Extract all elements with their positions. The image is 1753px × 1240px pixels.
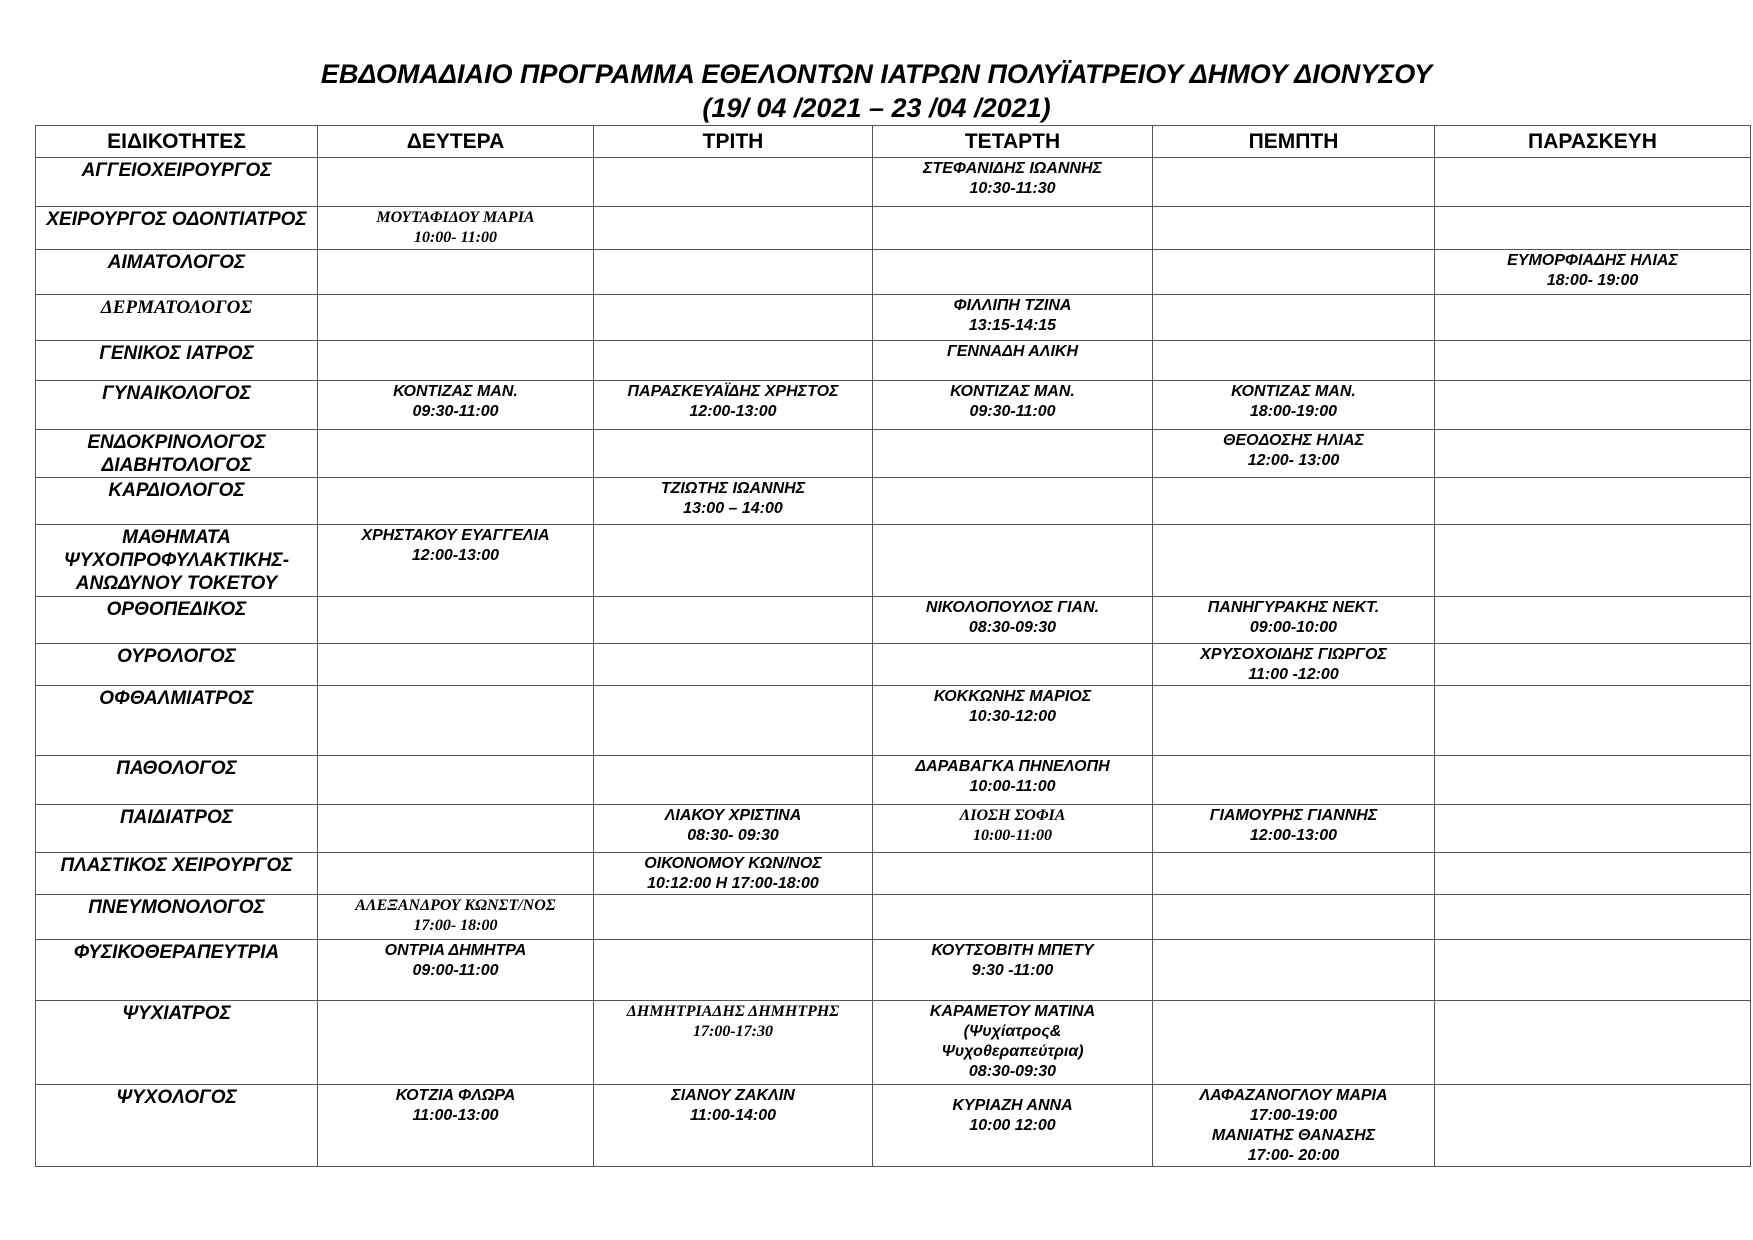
- schedule-cell: [1435, 1085, 1751, 1167]
- entry-detail: 17:00-17:30: [693, 1023, 773, 1040]
- doctor-name: ΝΙΚΟΛΟΠΟΥΛΟΣ ΓΙΑΝ.: [925, 599, 1100, 616]
- entry-detail: 08:30- 09:30: [687, 827, 779, 844]
- cell-spacer: [877, 1086, 1148, 1096]
- doctor-entry: [322, 1086, 589, 1126]
- schedule-cell: [318, 341, 594, 381]
- doctor-entry: [877, 598, 1148, 638]
- specialty-label: ΨΥΧΟΛΟΓΟΣ: [116, 1087, 237, 1108]
- table-row: [36, 381, 1751, 430]
- table-row: [36, 597, 1751, 644]
- header-monday: ΔΕΥΤΕΡΑ: [318, 126, 594, 158]
- doctor-name: ΧΡΥΣΟΧΟΙΔΗΣ ΓΙΩΡΓΟΣ: [1200, 646, 1387, 663]
- doctor-name: ΚΟΝΤΙΖΑΣ ΜΑΝ.: [393, 383, 518, 400]
- header-wednesday: ΤΕΤΑΡΤΗ: [873, 126, 1153, 158]
- schedule-cell: [1153, 940, 1435, 1001]
- specialty-cell: [36, 478, 318, 525]
- header-tuesday: ΤΡΙΤΗ: [594, 126, 873, 158]
- schedule-cell: [1153, 525, 1435, 597]
- schedule-cell: [594, 430, 873, 478]
- entry-detail: 12:00-13:00: [1249, 827, 1338, 844]
- schedule-cell: [318, 207, 594, 250]
- specialty-cell: [36, 430, 318, 478]
- specialty-label: ΔΙΑΒΗΤΟΛΟΓΟΣ: [101, 455, 252, 476]
- entry-detail: 11:00-13:00: [412, 1107, 499, 1124]
- entry-detail: 10:00 12:00: [969, 1117, 1056, 1134]
- entry-detail: 09:30-11:00: [969, 403, 1056, 420]
- entry-detail: 08:30-09:30: [968, 1063, 1057, 1080]
- schedule-cell: [1435, 644, 1751, 686]
- schedule-cell: [873, 597, 1153, 644]
- entry-detail: 18:00- 19:00: [1546, 272, 1639, 289]
- schedule-cell: [594, 805, 873, 853]
- doctor-name: ΜΑΝΙΑΤΗΣ ΘΑΝΑΣΗΣ: [1211, 1127, 1376, 1144]
- schedule-cell: [1153, 478, 1435, 525]
- schedule-cell: [594, 158, 873, 207]
- doctor-name: ΛΙΑΚΟΥ ΧΡΙΣΤΙΝΑ: [664, 807, 802, 824]
- entry-detail: 09:00-11:00: [412, 962, 499, 979]
- schedule-cell: [594, 853, 873, 895]
- schedule-cell: [594, 895, 873, 940]
- doctor-name: ΔΑΡΑΒΑΓΚΑ ΠΗΝΕΛΟΠΗ: [915, 758, 1110, 775]
- doctor-entry: [322, 896, 589, 936]
- doctor-name: ΟΙΚΟΝΟΜΟΥ ΚΩΝ/ΝΟΣ: [644, 855, 822, 872]
- schedule-body: [36, 158, 1751, 1167]
- doctor-entry: [877, 687, 1148, 727]
- schedule-cell: [318, 381, 594, 430]
- header-row: [36, 126, 1751, 158]
- table-row: [36, 644, 1751, 686]
- table-row: [36, 207, 1751, 250]
- schedule-cell: [318, 1085, 594, 1167]
- schedule-cell: [594, 940, 873, 1001]
- schedule-cell: [1435, 207, 1751, 250]
- schedule-cell: [873, 1085, 1153, 1167]
- entry-detail: 12:00-13:00: [411, 547, 500, 564]
- schedule-cell: [1153, 295, 1435, 341]
- specialty-label: ΑΙΜΑΤΟΛΟΓΟΣ: [107, 252, 246, 273]
- document-title: ΕΒΔΟΜΑΔΙΑΙΟ ΠΡΟΓΡΑΜΜΑ ΕΘΕΛΟΝΤΩΝ ΙΑΤΡΩΝ ΠΟΛΥΪΑΤΡΕΙΟΥ ΔΗΜΟΥ ΔΙΟΝΥΣΟΥ: [320, 59, 1433, 89]
- specialty-label: ΠΝΕΥΜΟΝΟΛΟΓΟΣ: [88, 897, 265, 918]
- schedule-cell: [1153, 644, 1435, 686]
- specialty-cell: [36, 686, 318, 756]
- doctor-name: ΛΑΦΑΖΑΝΟΓΛΟΥ ΜΑΡΙΑ: [1199, 1087, 1388, 1104]
- specialty-cell: [36, 207, 318, 250]
- doctor-entry: [877, 806, 1148, 846]
- doctor-entry: [1157, 645, 1430, 685]
- specialty-cell: [36, 895, 318, 940]
- schedule-cell: [318, 250, 594, 295]
- schedule-cell: [1153, 381, 1435, 430]
- specialty-cell: [36, 295, 318, 341]
- schedule-cell: [873, 805, 1153, 853]
- schedule-cell: [594, 250, 873, 295]
- entry-detail: 08:30-09:30: [968, 619, 1057, 636]
- doctor-entry: [322, 208, 589, 248]
- entry-detail: 10:00- 11:00: [413, 229, 498, 246]
- schedule-cell: [1435, 940, 1751, 1001]
- doctor-name: ΑΛΕΞΑΝΔΡΟΥ ΚΩΝΣΤ/ΝΟΣ: [355, 897, 556, 914]
- schedule-cell: [1435, 756, 1751, 805]
- schedule-cell: [873, 895, 1153, 940]
- schedule-cell: [594, 381, 873, 430]
- schedule-cell: [594, 597, 873, 644]
- schedule-cell: [873, 158, 1153, 207]
- specialty-cell: [36, 597, 318, 644]
- specialty-label: ΕΝΔΟΚΡΙΝΟΛΟΓΟΣ: [87, 432, 266, 453]
- schedule-cell: [318, 686, 594, 756]
- doctor-entry: [1157, 598, 1430, 638]
- doctor-name: ΟΝΤΡΙΑ ΔΗΜΗΤΡΑ: [384, 942, 527, 959]
- specialty-label: ΑΓΓΕΙΟΧΕΙΡΟΥΡΓΟΣ: [81, 160, 272, 181]
- schedule-cell: [594, 644, 873, 686]
- schedule-cell: [1153, 341, 1435, 381]
- doctor-entry: [1157, 382, 1430, 422]
- doctor-entry: [1157, 1086, 1430, 1126]
- table-row: [36, 430, 1751, 478]
- table-row: [36, 341, 1751, 381]
- doctor-entry: [1157, 1126, 1430, 1166]
- specialty-cell: [36, 341, 318, 381]
- specialty-label: ΟΥΡΟΛΟΓΟΣ: [117, 646, 236, 667]
- table-row: [36, 478, 1751, 525]
- specialty-label: ΠΑΘΟΛΟΓΟΣ: [116, 758, 237, 779]
- schedule-cell: [594, 686, 873, 756]
- schedule-cell: [318, 1001, 594, 1085]
- schedule-cell: [1435, 381, 1751, 430]
- schedule-cell: [1435, 341, 1751, 381]
- doctor-name: ΤΖΙΩΤΗΣ ΙΩΑΝΝΗΣ: [660, 480, 806, 497]
- table-row: [36, 158, 1751, 207]
- entry-detail: 11:00-14:00: [690, 1107, 776, 1124]
- table-row: [36, 853, 1751, 895]
- schedule-cell: [1153, 805, 1435, 853]
- schedule-cell: [594, 1085, 873, 1167]
- schedule-cell: [1153, 430, 1435, 478]
- schedule-cell: [873, 1001, 1153, 1085]
- schedule-cell: [594, 478, 873, 525]
- entry-detail: 11:00 -12:00: [1248, 666, 1339, 683]
- schedule-cell: [873, 644, 1153, 686]
- schedule-cell: [1435, 478, 1751, 525]
- schedule-cell: [873, 207, 1153, 250]
- doctor-entry: [877, 296, 1148, 336]
- specialty-label: ΔΕΡΜΑΤΟΛΟΓΟΣ: [100, 297, 253, 318]
- entry-detail: 09:00-10:00: [1249, 619, 1338, 636]
- doctor-name: ΛΙΟΣΗ ΣΟΦΙΑ: [959, 807, 1066, 824]
- doctor-name: ΚΟΝΤΙΖΑΣ ΜΑΝ.: [1231, 383, 1356, 400]
- specialty-label: ΠΛΑΣΤΙΚΟΣ ΧΕΙΡΟΥΡΓΟΣ: [60, 855, 293, 876]
- schedule-cell: [1153, 686, 1435, 756]
- schedule-cell: [873, 295, 1153, 341]
- specialty-label: ΦΥΣΙΚΟΘΕΡΑΠΕΥΤΡΙΑ: [73, 942, 280, 963]
- schedule-cell: [594, 525, 873, 597]
- doctor-name: ΘΕΟΔΟΣΗΣ ΗΛΙΑΣ: [1223, 432, 1364, 449]
- schedule-cell: [318, 853, 594, 895]
- doctor-name: ΚΟΝΤΙΖΑΣ ΜΑΝ.: [950, 383, 1075, 400]
- doctor-name: ΚΟΚΚΩΝΗΣ ΜΑΡΙΟΣ: [933, 688, 1092, 705]
- doctor-name: ΣΙΑΝΟΥ ΖΑΚΛΙΝ: [671, 1087, 795, 1104]
- entry-detail: 10:30-11:30: [969, 180, 1056, 197]
- header-friday: ΠΑΡΑΣΚΕΥΗ: [1435, 126, 1751, 158]
- doctor-entry: [877, 757, 1148, 797]
- entry-detail: 18:00-19:00: [1249, 403, 1338, 420]
- doctor-entry: [598, 479, 868, 519]
- schedule-cell: [1435, 686, 1751, 756]
- entry-detail: 17:00- 18:00: [413, 917, 498, 934]
- table-row: [36, 250, 1751, 295]
- schedule-cell: [1435, 158, 1751, 207]
- specialty-label: ΜΑΘΗΜΑΤΑ: [122, 527, 231, 548]
- doctor-name: ΓΕΝΝΑΔΗ ΑΛΙΚΗ: [946, 343, 1079, 360]
- schedule-cell: [1435, 805, 1751, 853]
- schedule-cell: [1153, 597, 1435, 644]
- doctor-entry: [877, 941, 1148, 981]
- doctor-entry: [877, 1096, 1148, 1136]
- schedule-cell: [594, 295, 873, 341]
- specialty-cell: [36, 250, 318, 295]
- table-row: [36, 1001, 1751, 1085]
- schedule-cell: [594, 207, 873, 250]
- table-row: [36, 805, 1751, 853]
- doctor-entry: [598, 1002, 868, 1042]
- schedule-cell: [1153, 250, 1435, 295]
- doctor-entry: [322, 526, 589, 566]
- schedule-cell: [1153, 1085, 1435, 1167]
- schedule-cell: [1153, 158, 1435, 207]
- specialty-cell: [36, 644, 318, 686]
- specialty-label: ΨΥΧΟΠΡΟΦΥΛΑΚΤΙΚΗΣ-: [63, 550, 290, 571]
- specialty-label: ΑΝΩΔΥΝΟΥ ΤΟΚΕΤΟΥ: [75, 573, 278, 594]
- specialty-cell: [36, 381, 318, 430]
- schedule-cell: [1153, 756, 1435, 805]
- doctor-name: ΚΑΡΑΜΕΤΟΥ ΜΑΤΙΝΑ: [929, 1003, 1096, 1020]
- entry-detail: 9:30 -11:00: [971, 962, 1054, 979]
- specialty-label: ΓΥΝΑΙΚΟΛΟΓΟΣ: [102, 383, 251, 404]
- entry-detail: 13:15-14:15: [968, 317, 1057, 334]
- schedule-cell: [1435, 853, 1751, 895]
- specialty-label: ΟΦΘΑΛΜΙΑΤΡΟΣ: [99, 688, 254, 709]
- schedule-cell: [1153, 207, 1435, 250]
- doctor-name: ΧΡΗΣΤΑΚΟΥ ΕΥΑΓΓΕΛΙΑ: [361, 527, 550, 544]
- doctor-name: ΓΙΑΜΟΥΡΗΣ ΓΙΑΝΝΗΣ: [1209, 807, 1378, 824]
- doctor-entry: [598, 806, 868, 846]
- schedule-cell: [873, 940, 1153, 1001]
- schedule-cell: [594, 341, 873, 381]
- schedule-cell: [318, 478, 594, 525]
- schedule-cell: [318, 597, 594, 644]
- schedule-cell: [1435, 597, 1751, 644]
- schedule-cell: [318, 895, 594, 940]
- doctor-entry: [322, 941, 589, 981]
- specialty-label: ΧΕΙΡΟΥΡΓΟΣ ΟΔΟΝΤΙΑΤΡΟΣ: [46, 209, 307, 230]
- table-row: [36, 895, 1751, 940]
- entry-detail: 10:30-12:00: [968, 708, 1057, 725]
- schedule-cell: [1435, 250, 1751, 295]
- table-row: [36, 756, 1751, 805]
- entry-detail: 17:00- 20:00: [1247, 1147, 1340, 1164]
- schedule-cell: [873, 381, 1153, 430]
- doctor-name: ΚΟΥΤΣΟΒΙΤΗ ΜΠΕΤΥ: [931, 942, 1094, 959]
- doctor-entry: [1157, 431, 1430, 471]
- entry-detail: (Ψυχίατρος&: [963, 1023, 1062, 1040]
- specialty-label: ΠΑΙΔΙΑΤΡΟΣ: [120, 807, 233, 828]
- doctor-entry: [877, 342, 1148, 362]
- entry-detail: 10:00-11:00: [972, 827, 1053, 844]
- doctor-name: ΚΥΡΙΑΖΗ ΑΝΝΑ: [952, 1097, 1073, 1114]
- schedule-cell: [1435, 295, 1751, 341]
- doctor-name: ΦΙΛΛΙΠΗ ΤΖΙΝΑ: [953, 297, 1072, 314]
- entry-detail: 17:00-19:00: [1249, 1107, 1338, 1124]
- doctor-entry: [877, 159, 1148, 199]
- table-row: [36, 295, 1751, 341]
- schedule-cell: [318, 295, 594, 341]
- schedule-cell: [594, 1001, 873, 1085]
- specialty-cell: [36, 158, 318, 207]
- schedule-cell: [873, 686, 1153, 756]
- schedule-cell: [318, 805, 594, 853]
- schedule-cell: [873, 430, 1153, 478]
- doctor-entry: [877, 382, 1148, 422]
- doctor-entry: [1157, 806, 1430, 846]
- specialty-cell: [36, 853, 318, 895]
- specialty-cell: [36, 805, 318, 853]
- entry-detail: 10:00-11:00: [969, 778, 1056, 795]
- specialty-label: ΨΥΧΙΑΤΡΟΣ: [122, 1003, 231, 1024]
- schedule-cell: [873, 756, 1153, 805]
- header-thursday: ΠΕΜΠΤΗ: [1153, 126, 1435, 158]
- specialty-label: ΚΑΡΔΙΟΛΟΓΟΣ: [108, 480, 245, 501]
- specialty-cell: [36, 756, 318, 805]
- specialty-cell: [36, 1085, 318, 1167]
- schedule-cell: [1435, 430, 1751, 478]
- schedule-cell: [318, 940, 594, 1001]
- document-subtitle: (19/ 04 /2021 – 23 /04 /2021): [702, 93, 1051, 123]
- entry-detail: Ψυχοθεραπεύτρια): [941, 1043, 1084, 1060]
- table-row: [36, 525, 1751, 597]
- doctor-name: ΔΗΜΗΤΡΙΑΔΗΣ ΔΗΜΗΤΡΗΣ: [626, 1003, 840, 1020]
- table-row: [36, 686, 1751, 756]
- doctor-name: ΕΥΜΟΡΦΙΑΔΗΣ ΗΛΙΑΣ: [1507, 252, 1678, 269]
- doctor-entry: [598, 382, 868, 422]
- doctor-name: ΠΑΡΑΣΚΕΥΑΪΔΗΣ ΧΡΗΣΤΟΣ: [627, 383, 839, 400]
- doctor-entry: [877, 1002, 1148, 1082]
- schedule-cell: [318, 158, 594, 207]
- schedule-cell: [873, 853, 1153, 895]
- schedule-cell: [873, 341, 1153, 381]
- doctor-name: ΚΟΤΖΙΑ ΦΛΩΡΑ: [395, 1087, 516, 1104]
- specialty-label: ΟΡΘΟΠΕΔΙΚΟΣ: [106, 599, 247, 620]
- entry-detail: 09:30-11:00: [412, 403, 499, 420]
- schedule-cell: [318, 756, 594, 805]
- schedule-cell: [1435, 895, 1751, 940]
- entry-detail: 12:00-13:00: [689, 403, 777, 420]
- doctor-entry: [598, 1086, 868, 1126]
- table-row: [36, 1085, 1751, 1167]
- doctor-name: ΣΤΕΦΑΝΙΔΗΣ ΙΩΑΝΝΗΣ: [923, 160, 1102, 177]
- schedule-cell: [1153, 1001, 1435, 1085]
- schedule-cell: [318, 644, 594, 686]
- specialty-cell: [36, 940, 318, 1001]
- schedule-cell: [873, 478, 1153, 525]
- specialty-label: ΓΕΝΙΚΟΣ ΙΑΤΡΟΣ: [99, 343, 254, 364]
- specialty-cell: [36, 525, 318, 597]
- schedule-cell: [594, 756, 873, 805]
- schedule-cell: [318, 525, 594, 597]
- doctor-entry: [598, 854, 868, 894]
- schedule-table: [35, 125, 1751, 1167]
- schedule-cell: [318, 430, 594, 478]
- schedule-cell: [1153, 895, 1435, 940]
- doctor-entry: [1439, 251, 1746, 291]
- specialty-cell: [36, 1001, 318, 1085]
- header-specialties: ΕΙΔΙΚΟΤΗΤΕΣ: [36, 126, 318, 158]
- schedule-cell: [1153, 853, 1435, 895]
- schedule-cell: [1435, 525, 1751, 597]
- entry-detail: 10:12:00 Η 17:00-18:00: [647, 875, 819, 892]
- doctor-entry: [322, 382, 589, 422]
- doctor-name: ΠΑΝΗΓΥΡΑΚΗΣ ΝΕΚΤ.: [1207, 599, 1380, 616]
- entry-detail: 12:00- 13:00: [1247, 452, 1340, 469]
- schedule-cell: [873, 250, 1153, 295]
- entry-detail: 13:00 – 14:00: [683, 500, 783, 517]
- schedule-cell: [873, 525, 1153, 597]
- schedule-cell: [1435, 1001, 1751, 1085]
- table-row: [36, 940, 1751, 1001]
- doctor-name: ΜΟΥΤΑΦΙΔΟΥ ΜΑΡΙΑ: [376, 209, 535, 226]
